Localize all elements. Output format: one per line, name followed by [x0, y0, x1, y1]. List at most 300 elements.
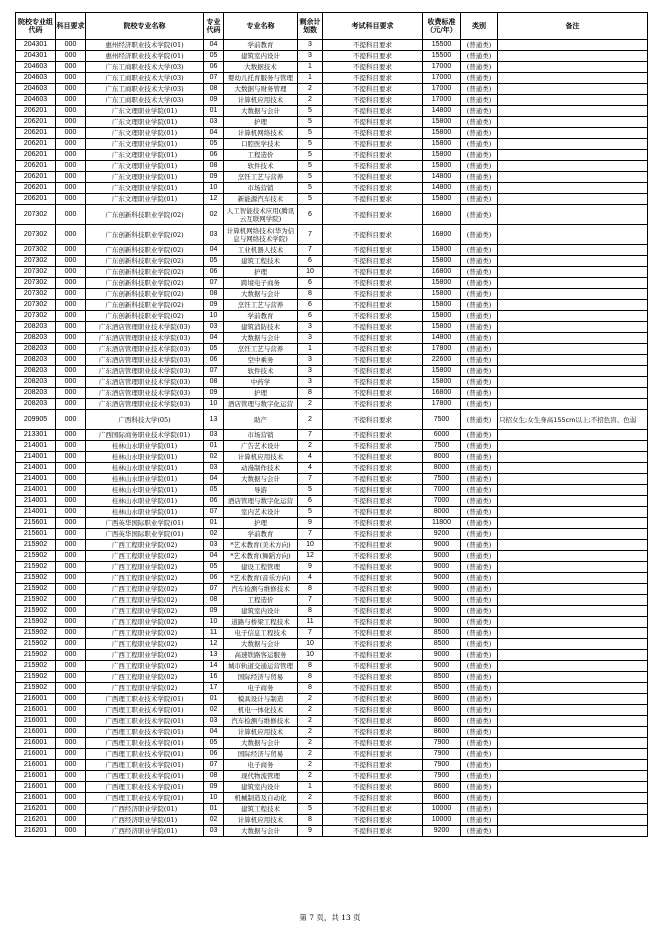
cell-remarks	[498, 639, 648, 650]
cell-fee: 17000	[423, 95, 461, 106]
cell-remaining: 5	[298, 485, 323, 496]
cell-major-code: 03	[204, 463, 224, 474]
cell-subject-req: 000	[56, 485, 86, 496]
cell-group-code: 207302	[16, 225, 56, 245]
cell-category: (普通类)	[461, 760, 498, 771]
cell-remaining: 5	[298, 804, 323, 815]
cell-remarks	[498, 705, 648, 716]
cell-remaining: 8	[298, 584, 323, 595]
cell-school-name: 广东酒店管理职业技术学院(03)	[86, 355, 204, 366]
cell-remaining: 9	[298, 518, 323, 529]
cell-fee: 16800	[423, 388, 461, 399]
table-row	[16, 62, 648, 73]
cell-major-code: 01	[204, 441, 224, 452]
cell-remaining: 9	[298, 826, 323, 837]
cell-category: (普通类)	[461, 639, 498, 650]
cell-school-name: 桂林山水职业学院(01)	[86, 452, 204, 463]
cell-major-name: 婴幼儿托育服务与管理	[224, 73, 298, 84]
cell-fee: 15800	[423, 117, 461, 128]
table-row	[16, 322, 648, 333]
cell-fee: 8000	[423, 463, 461, 474]
table-row	[16, 815, 648, 826]
cell-remarks	[498, 40, 648, 51]
cell-major-name: 大数据与会计	[224, 289, 298, 300]
table-row	[16, 139, 648, 150]
cell-major-name: 建设工程管理	[224, 562, 298, 573]
cell-exam-req: 不提科目要求	[323, 727, 423, 738]
cell-major-name: 机电一体化技术	[224, 705, 298, 716]
cell-subject-req: 000	[56, 628, 86, 639]
cell-remarks	[498, 172, 648, 183]
header-major-name: 专业名称	[224, 13, 298, 40]
cell-category: (普通类)	[461, 73, 498, 84]
cell-subject-req: 000	[56, 661, 86, 672]
cell-school-name: 广西工程职业学院(02)	[86, 573, 204, 584]
cell-exam-req: 不提科目要求	[323, 40, 423, 51]
cell-exam-req: 不提科目要求	[323, 749, 423, 760]
cell-subject-req: 000	[56, 430, 86, 441]
cell-school-name: 广东酒店管理职业技术学院(03)	[86, 344, 204, 355]
cell-fee: 8600	[423, 694, 461, 705]
cell-subject-req: 000	[56, 617, 86, 628]
cell-school-name: 广西工程职业学院(02)	[86, 606, 204, 617]
cell-exam-req: 不提科目要求	[323, 117, 423, 128]
cell-remaining: 3	[298, 333, 323, 344]
cell-school-name: 广东文理职业学院(01)	[86, 194, 204, 205]
cell-remaining: 7	[298, 430, 323, 441]
table-row	[16, 106, 648, 117]
cell-major-code: 05	[204, 738, 224, 749]
cell-major-name: *艺术教育(舞蹈方向)	[224, 551, 298, 562]
table-row	[16, 749, 648, 760]
table-row	[16, 289, 648, 300]
cell-remarks	[498, 84, 648, 95]
cell-fee: 7500	[423, 441, 461, 452]
cell-remaining: 8	[298, 606, 323, 617]
cell-fee: 8600	[423, 793, 461, 804]
cell-subject-req: 000	[56, 606, 86, 617]
cell-exam-req: 不提科目要求	[323, 452, 423, 463]
cell-remaining: 6	[298, 300, 323, 311]
cell-remarks	[498, 430, 648, 441]
cell-school-name: 广东酒店管理职业技术学院(03)	[86, 388, 204, 399]
cell-exam-req: 不提科目要求	[323, 562, 423, 573]
cell-school-name: 惠州经济职业技术学院(01)	[86, 51, 204, 62]
cell-fee: 14800	[423, 333, 461, 344]
cell-remarks	[498, 388, 648, 399]
cell-category: (普通类)	[461, 150, 498, 161]
cell-remarks	[498, 793, 648, 804]
cell-fee: 15800	[423, 256, 461, 267]
cell-school-name: 广东酒店管理职业技术学院(03)	[86, 377, 204, 388]
cell-remaining: 7	[298, 595, 323, 606]
cell-remarks	[498, 225, 648, 245]
table-row	[16, 606, 648, 617]
cell-subject-req: 000	[56, 705, 86, 716]
cell-remaining: 7	[298, 225, 323, 245]
cell-category: (普通类)	[461, 117, 498, 128]
cell-subject-req: 000	[56, 716, 86, 727]
table-row	[16, 366, 648, 377]
cell-remarks	[498, 661, 648, 672]
cell-major-name: 现代物流管理	[224, 771, 298, 782]
table-row	[16, 507, 648, 518]
cell-group-code: 206201	[16, 128, 56, 139]
cell-major-name: 室内艺术设计	[224, 507, 298, 518]
cell-major-name: 计算机应用技术	[224, 727, 298, 738]
cell-major-code: 10	[204, 793, 224, 804]
cell-major-code: 03	[204, 716, 224, 727]
cell-remarks	[498, 694, 648, 705]
header-category: 类别	[461, 13, 498, 40]
cell-remarks	[498, 771, 648, 782]
cell-fee: 15800	[423, 245, 461, 256]
cell-group-code: 206201	[16, 106, 56, 117]
cell-category: (普通类)	[461, 366, 498, 377]
cell-major-name: 人工智能技术应用(腾讯云互联网学院)	[224, 205, 298, 225]
cell-remaining: 4	[298, 573, 323, 584]
cell-major-name: 建筑工程技术	[224, 256, 298, 267]
cell-remarks	[498, 540, 648, 551]
cell-major-code: 13	[204, 650, 224, 661]
cell-subject-req: 000	[56, 139, 86, 150]
cell-major-code: 05	[204, 344, 224, 355]
cell-subject-req: 000	[56, 106, 86, 117]
cell-remaining: 2	[298, 749, 323, 760]
cell-subject-req: 000	[56, 562, 86, 573]
cell-category: (普通类)	[461, 507, 498, 518]
cell-school-name: 广西工程职业学院(02)	[86, 628, 204, 639]
cell-subject-req: 000	[56, 377, 86, 388]
cell-category: (普通类)	[461, 344, 498, 355]
cell-group-code: 215902	[16, 628, 56, 639]
cell-major-code: 06	[204, 573, 224, 584]
cell-school-name: 广西理工职业技术学院(01)	[86, 738, 204, 749]
cell-remarks	[498, 366, 648, 377]
cell-major-name: 市场营销	[224, 430, 298, 441]
cell-major-name: 烹饪工艺与营养	[224, 300, 298, 311]
cell-exam-req: 不提科目要求	[323, 225, 423, 245]
cell-fee: 10000	[423, 815, 461, 826]
cell-subject-req: 000	[56, 782, 86, 793]
cell-subject-req: 000	[56, 595, 86, 606]
table-row	[16, 716, 648, 727]
cell-category: (普通类)	[461, 40, 498, 51]
cell-fee: 7900	[423, 760, 461, 771]
cell-major-name: 大数据与会计	[224, 639, 298, 650]
cell-exam-req: 不提科目要求	[323, 650, 423, 661]
cell-major-name: 建筑消防技术	[224, 322, 298, 333]
cell-category: (普通类)	[461, 245, 498, 256]
cell-category: (普通类)	[461, 562, 498, 573]
cell-remaining: 3	[298, 40, 323, 51]
cell-exam-req: 不提科目要求	[323, 529, 423, 540]
cell-major-code: 09	[204, 782, 224, 793]
cell-school-name: 广东工商职业技术大学(03)	[86, 84, 204, 95]
cell-fee: 7000	[423, 485, 461, 496]
cell-major-code: 04	[204, 245, 224, 256]
cell-school-name: 广西理工职业技术学院(01)	[86, 771, 204, 782]
cell-major-name: 跨境电子商务	[224, 278, 298, 289]
cell-major-code: 03	[204, 430, 224, 441]
cell-category: (普通类)	[461, 161, 498, 172]
cell-remaining: 2	[298, 441, 323, 452]
table-row	[16, 628, 648, 639]
cell-category: (普通类)	[461, 194, 498, 205]
cell-remarks	[498, 650, 648, 661]
cell-school-name: 广东文理职业学院(01)	[86, 183, 204, 194]
cell-fee: 15800	[423, 377, 461, 388]
cell-major-name: 助产	[224, 410, 298, 430]
cell-remaining: 11	[298, 617, 323, 628]
cell-major-name: 建筑工程技术	[224, 804, 298, 815]
cell-remaining: 6	[298, 278, 323, 289]
cell-major-code: 03	[204, 540, 224, 551]
cell-major-code: 09	[204, 388, 224, 399]
cell-exam-req: 不提科目要求	[323, 441, 423, 452]
cell-major-name: 国际经济与贸易	[224, 749, 298, 760]
table-row	[16, 650, 648, 661]
cell-subject-req: 000	[56, 117, 86, 128]
cell-fee: 8600	[423, 705, 461, 716]
cell-school-name: 广西科技大学(05)	[86, 410, 204, 430]
cell-group-code: 206201	[16, 194, 56, 205]
cell-remarks	[498, 278, 648, 289]
cell-remarks	[498, 760, 648, 771]
cell-group-code: 214001	[16, 441, 56, 452]
cell-fee: 15800	[423, 278, 461, 289]
cell-subject-req: 000	[56, 344, 86, 355]
cell-school-name: 广西经济职业学院(01)	[86, 804, 204, 815]
cell-subject-req: 000	[56, 205, 86, 225]
cell-subject-req: 000	[56, 278, 86, 289]
cell-category: (普通类)	[461, 410, 498, 430]
cell-remarks	[498, 826, 648, 837]
table-row	[16, 172, 648, 183]
cell-school-name: 广东文理职业学院(01)	[86, 139, 204, 150]
cell-fee: 15800	[423, 139, 461, 150]
cell-exam-req: 不提科目要求	[323, 355, 423, 366]
cell-fee: 15500	[423, 51, 461, 62]
cell-category: (普通类)	[461, 300, 498, 311]
cell-major-code: 12	[204, 639, 224, 650]
cell-exam-req: 不提科目要求	[323, 782, 423, 793]
cell-group-code: 215902	[16, 683, 56, 694]
table-row	[16, 474, 648, 485]
table-row	[16, 150, 648, 161]
table-row	[16, 727, 648, 738]
cell-group-code: 216001	[16, 793, 56, 804]
cell-remaining: 2	[298, 793, 323, 804]
cell-category: (普通类)	[461, 205, 498, 225]
cell-remaining: 9	[298, 562, 323, 573]
cell-group-code: 215902	[16, 540, 56, 551]
cell-category: (普通类)	[461, 225, 498, 245]
cell-group-code: 207302	[16, 311, 56, 322]
cell-remarks	[498, 518, 648, 529]
cell-major-name: 工程造价	[224, 595, 298, 606]
cell-category: (普通类)	[461, 540, 498, 551]
cell-subject-req: 000	[56, 256, 86, 267]
cell-major-name: 建筑室内设计	[224, 782, 298, 793]
table-row	[16, 51, 648, 62]
table-row	[16, 267, 648, 278]
cell-group-code: 215902	[16, 595, 56, 606]
cell-school-name: 桂林山水职业学院(01)	[86, 507, 204, 518]
header-exam-req: 考试科目要求	[323, 13, 423, 40]
cell-group-code: 214001	[16, 485, 56, 496]
cell-major-code: 07	[204, 760, 224, 771]
cell-major-code: 01	[204, 518, 224, 529]
cell-category: (普通类)	[461, 661, 498, 672]
cell-major-code: 07	[204, 278, 224, 289]
cell-exam-req: 不提科目要求	[323, 573, 423, 584]
table-row	[16, 639, 648, 650]
cell-remaining: 2	[298, 84, 323, 95]
table-row	[16, 573, 648, 584]
cell-school-name: 广东创新科技职业学院(02)	[86, 245, 204, 256]
cell-remaining: 5	[298, 194, 323, 205]
table-row	[16, 782, 648, 793]
cell-subject-req: 000	[56, 95, 86, 106]
cell-category: (普通类)	[461, 128, 498, 139]
cell-exam-req: 不提科目要求	[323, 256, 423, 267]
cell-major-code: 07	[204, 366, 224, 377]
cell-exam-req: 不提科目要求	[323, 661, 423, 672]
cell-fee: 10000	[423, 804, 461, 815]
cell-school-name: 广西英华国际职业学院(01)	[86, 518, 204, 529]
cell-major-code: 05	[204, 256, 224, 267]
cell-remarks	[498, 496, 648, 507]
table-row	[16, 562, 648, 573]
cell-remaining: 8	[298, 815, 323, 826]
cell-subject-req: 000	[56, 150, 86, 161]
cell-major-code: 05	[204, 139, 224, 150]
cell-major-code: 01	[204, 694, 224, 705]
cell-remaining: 2	[298, 694, 323, 705]
cell-school-name: 广西经济职业学院(01)	[86, 826, 204, 837]
table-row	[16, 485, 648, 496]
cell-school-name: 广西国际商务职业技术学院(01)	[86, 430, 204, 441]
cell-subject-req: 000	[56, 62, 86, 73]
cell-major-code: 10	[204, 311, 224, 322]
cell-remarks	[498, 117, 648, 128]
cell-major-code: 06	[204, 267, 224, 278]
cell-exam-req: 不提科目要求	[323, 793, 423, 804]
cell-subject-req: 000	[56, 738, 86, 749]
header-major-code: 专业代码	[204, 13, 224, 40]
cell-school-name: 桂林山水职业学院(01)	[86, 496, 204, 507]
cell-major-name: 电子信息工程技术	[224, 628, 298, 639]
cell-remarks	[498, 311, 648, 322]
cell-fee: 22600	[423, 355, 461, 366]
cell-category: (普通类)	[461, 388, 498, 399]
cell-major-name: 城市轨道交通运营管理	[224, 661, 298, 672]
cell-remaining: 2	[298, 716, 323, 727]
cell-remarks	[498, 300, 648, 311]
table-row	[16, 595, 648, 606]
table-row	[16, 256, 648, 267]
cell-subject-req: 000	[56, 399, 86, 410]
cell-group-code: 214001	[16, 463, 56, 474]
table-row	[16, 40, 648, 51]
cell-remaining: 1	[298, 782, 323, 793]
cell-exam-req: 不提科目要求	[323, 366, 423, 377]
cell-fee: 9000	[423, 617, 461, 628]
table-row	[16, 225, 648, 245]
cell-fee: 14800	[423, 183, 461, 194]
cell-remarks	[498, 128, 648, 139]
table-row	[16, 496, 648, 507]
cell-group-code: 208203	[16, 366, 56, 377]
cell-group-code: 209905	[16, 410, 56, 430]
cell-fee: 8000	[423, 507, 461, 518]
cell-fee: 8600	[423, 716, 461, 727]
cell-category: (普通类)	[461, 474, 498, 485]
cell-category: (普通类)	[461, 355, 498, 366]
table-row	[16, 245, 648, 256]
cell-exam-req: 不提科目要求	[323, 300, 423, 311]
cell-school-name: 广东文理职业学院(01)	[86, 161, 204, 172]
cell-category: (普通类)	[461, 139, 498, 150]
table-row	[16, 441, 648, 452]
cell-subject-req: 000	[56, 672, 86, 683]
cell-category: (普通类)	[461, 683, 498, 694]
cell-remarks	[498, 672, 648, 683]
cell-major-name: 国际经济与贸易	[224, 672, 298, 683]
cell-major-name: 机械制造及自动化	[224, 793, 298, 804]
cell-remarks	[498, 355, 648, 366]
table-row	[16, 333, 648, 344]
cell-group-code: 206201	[16, 117, 56, 128]
cell-school-name: 广西工程职业学院(02)	[86, 683, 204, 694]
table-row	[16, 95, 648, 106]
cell-fee: 15800	[423, 289, 461, 300]
cell-exam-req: 不提科目要求	[323, 628, 423, 639]
cell-remaining: 7	[298, 474, 323, 485]
cell-exam-req: 不提科目要求	[323, 267, 423, 278]
cell-remaining: 10	[298, 650, 323, 661]
cell-subject-req: 000	[56, 584, 86, 595]
cell-major-name: 学前教育	[224, 311, 298, 322]
cell-school-name: 广东文理职业学院(01)	[86, 106, 204, 117]
cell-category: (普通类)	[461, 551, 498, 562]
cell-fee: 7900	[423, 771, 461, 782]
admission-plan-table-wrapper	[15, 12, 647, 837]
cell-major-code: 05	[204, 562, 224, 573]
cell-remaining: 3	[298, 355, 323, 366]
cell-remaining: 2	[298, 399, 323, 410]
cell-school-name: 广西工程职业学院(02)	[86, 584, 204, 595]
cell-exam-req: 不提科目要求	[323, 150, 423, 161]
table-row	[16, 344, 648, 355]
cell-remaining: 5	[298, 172, 323, 183]
cell-remarks: 只招女生;女生身高155cm以上;不招色盲、色弱	[498, 410, 648, 430]
cell-exam-req: 不提科目要求	[323, 139, 423, 150]
cell-group-code: 208203	[16, 399, 56, 410]
cell-category: (普通类)	[461, 256, 498, 267]
cell-exam-req: 不提科目要求	[323, 399, 423, 410]
cell-group-code: 215601	[16, 529, 56, 540]
cell-exam-req: 不提科目要求	[323, 333, 423, 344]
cell-remarks	[498, 815, 648, 826]
cell-remarks	[498, 452, 648, 463]
cell-remaining: 5	[298, 507, 323, 518]
cell-fee: 16800	[423, 267, 461, 278]
table-row	[16, 738, 648, 749]
table-row	[16, 388, 648, 399]
cell-remarks	[498, 804, 648, 815]
